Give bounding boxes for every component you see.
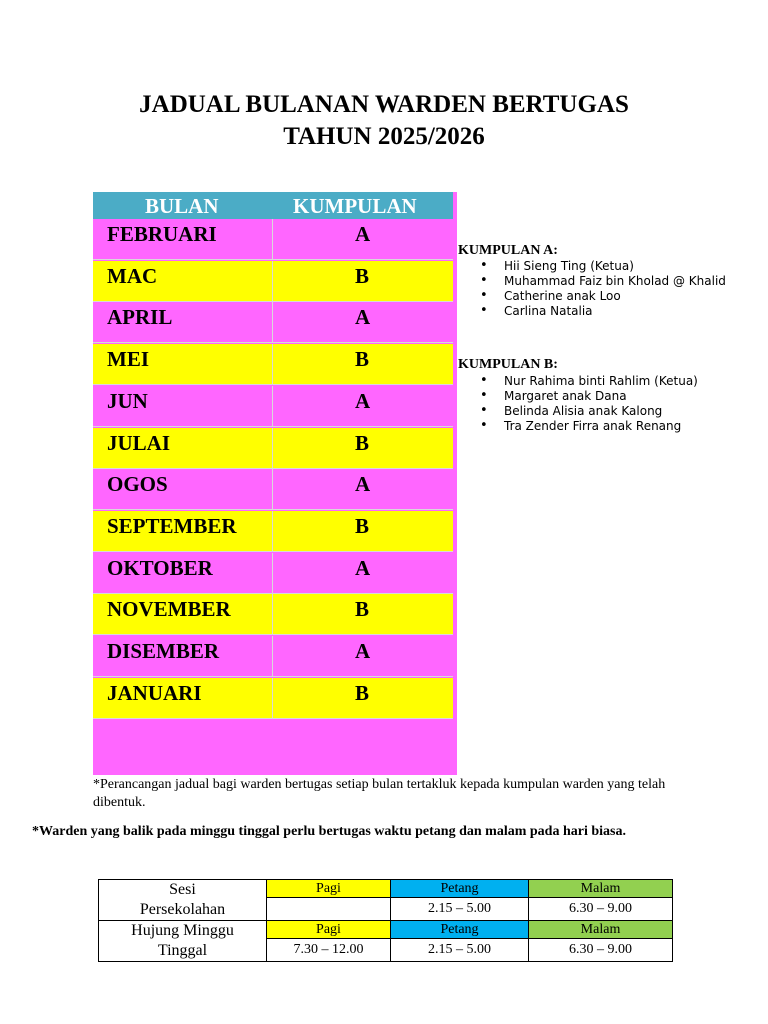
month-cell: JANUARI [107, 680, 202, 705]
table-row [93, 344, 453, 385]
month-cell: OKTOBER [107, 555, 213, 580]
session-label-weekend: Hujung Minggu Tinggal [99, 921, 267, 962]
month-cell: DISEMBER [107, 639, 220, 663]
monthly-schedule-table [93, 192, 457, 775]
header-group: KUMPULAN [293, 194, 417, 218]
malam-time: 6.30 – 9.00 [529, 897, 673, 920]
petang-time: 2.15 – 5.00 [391, 897, 529, 920]
column-divider [272, 344, 273, 384]
group-a-member-list [480, 259, 726, 319]
session-label-school: Sesi Persekolahan [99, 880, 267, 921]
column-divider [272, 386, 273, 426]
malam-label: Malam [529, 921, 673, 939]
column-divider [272, 428, 273, 468]
pagi-label: Pagi [267, 880, 391, 898]
column-divider [272, 594, 273, 634]
group-cell: A [355, 388, 371, 413]
column-divider [272, 261, 273, 301]
pagi-label: Pagi [267, 921, 391, 939]
page-subtitle-year: TAHUN 2025/2026 [283, 123, 485, 150]
month-cell: SEPTEMBER [107, 513, 237, 538]
group-cell: B [355, 597, 370, 622]
group-member-item: • Nur Rahima binti Rahlim (Ketua) [480, 374, 698, 389]
pagi-time [267, 897, 391, 920]
table-row [93, 261, 453, 302]
group-member-item: • Muhammad Faiz bin Kholad @ Khalid [480, 274, 726, 289]
month-cell: APRIL [107, 305, 173, 330]
petang-label: Petang [391, 880, 529, 898]
column-divider [272, 302, 273, 342]
column-divider [272, 636, 273, 676]
table-row [93, 594, 453, 635]
group-cell: B [355, 263, 370, 288]
group-cell: B [355, 347, 370, 372]
group-cell: A [355, 555, 371, 580]
group-member-item: • Hii Sieng Ting (Ketua) [480, 259, 726, 274]
column-divider [272, 553, 273, 593]
table-row [93, 428, 453, 469]
petang-label: Petang [391, 921, 529, 939]
table-row [93, 636, 453, 677]
column-divider [272, 469, 273, 509]
session-times-table [98, 879, 673, 962]
group-member-item: • Carlina Natalia [480, 304, 726, 319]
table-row [93, 302, 453, 343]
table-header-row [93, 192, 453, 219]
petang-time: 2.15 – 5.00 [391, 938, 529, 961]
column-divider [272, 511, 273, 551]
table-row [93, 511, 453, 552]
group-member-item: • Tra Zender Firra anak Renang [480, 419, 698, 434]
group-cell: A [355, 305, 371, 330]
table-row [93, 219, 453, 260]
table-row [93, 386, 453, 427]
group-b-title: KUMPULAN B: [458, 357, 558, 372]
group-cell: B [355, 680, 370, 705]
group-a-title: KUMPULAN A: [458, 243, 558, 258]
table-row [93, 469, 453, 510]
group-cell: B [355, 430, 370, 455]
header-month: BULAN [145, 194, 219, 218]
table-row [93, 678, 453, 719]
month-cell: JUN [107, 388, 148, 413]
malam-label: Malam [529, 880, 673, 898]
month-cell: MAC [107, 263, 158, 288]
group-cell: A [355, 222, 371, 246]
group-member-item: • Belinda Alisia anak Kalong [480, 404, 698, 419]
pagi-time: 7.30 – 12.00 [267, 938, 391, 961]
group-member-item: • Margaret anak Dana [480, 389, 698, 404]
group-cell: A [355, 472, 371, 497]
month-cell: OGOS [107, 472, 168, 497]
page-title: JADUAL BULANAN WARDEN BERTUGAS [139, 91, 629, 118]
schedule-note: *Perancangan jadual bagi warden bertugas setiap bulan tertakluk kepada kumpulan warden yang telah dibentuk. [93, 777, 666, 810]
month-cell: MEI [107, 347, 149, 372]
month-cell: FEBRUARI [107, 222, 217, 246]
group-b-member-list [480, 374, 698, 434]
month-cell: NOVEMBER [107, 597, 231, 622]
group-cell: A [355, 639, 371, 663]
table-row [93, 553, 453, 594]
column-divider [272, 678, 273, 718]
column-divider [272, 219, 273, 259]
malam-time: 6.30 – 9.00 [529, 938, 673, 961]
month-cell: JULAI [107, 430, 171, 455]
group-cell: B [355, 513, 370, 538]
warden-duty-note: *Warden yang balik pada minggu tinggal perlu bertugas waktu petang dan malam pada hari biasa. [32, 824, 626, 839]
group-member-item: • Catherine anak Loo [480, 289, 726, 304]
